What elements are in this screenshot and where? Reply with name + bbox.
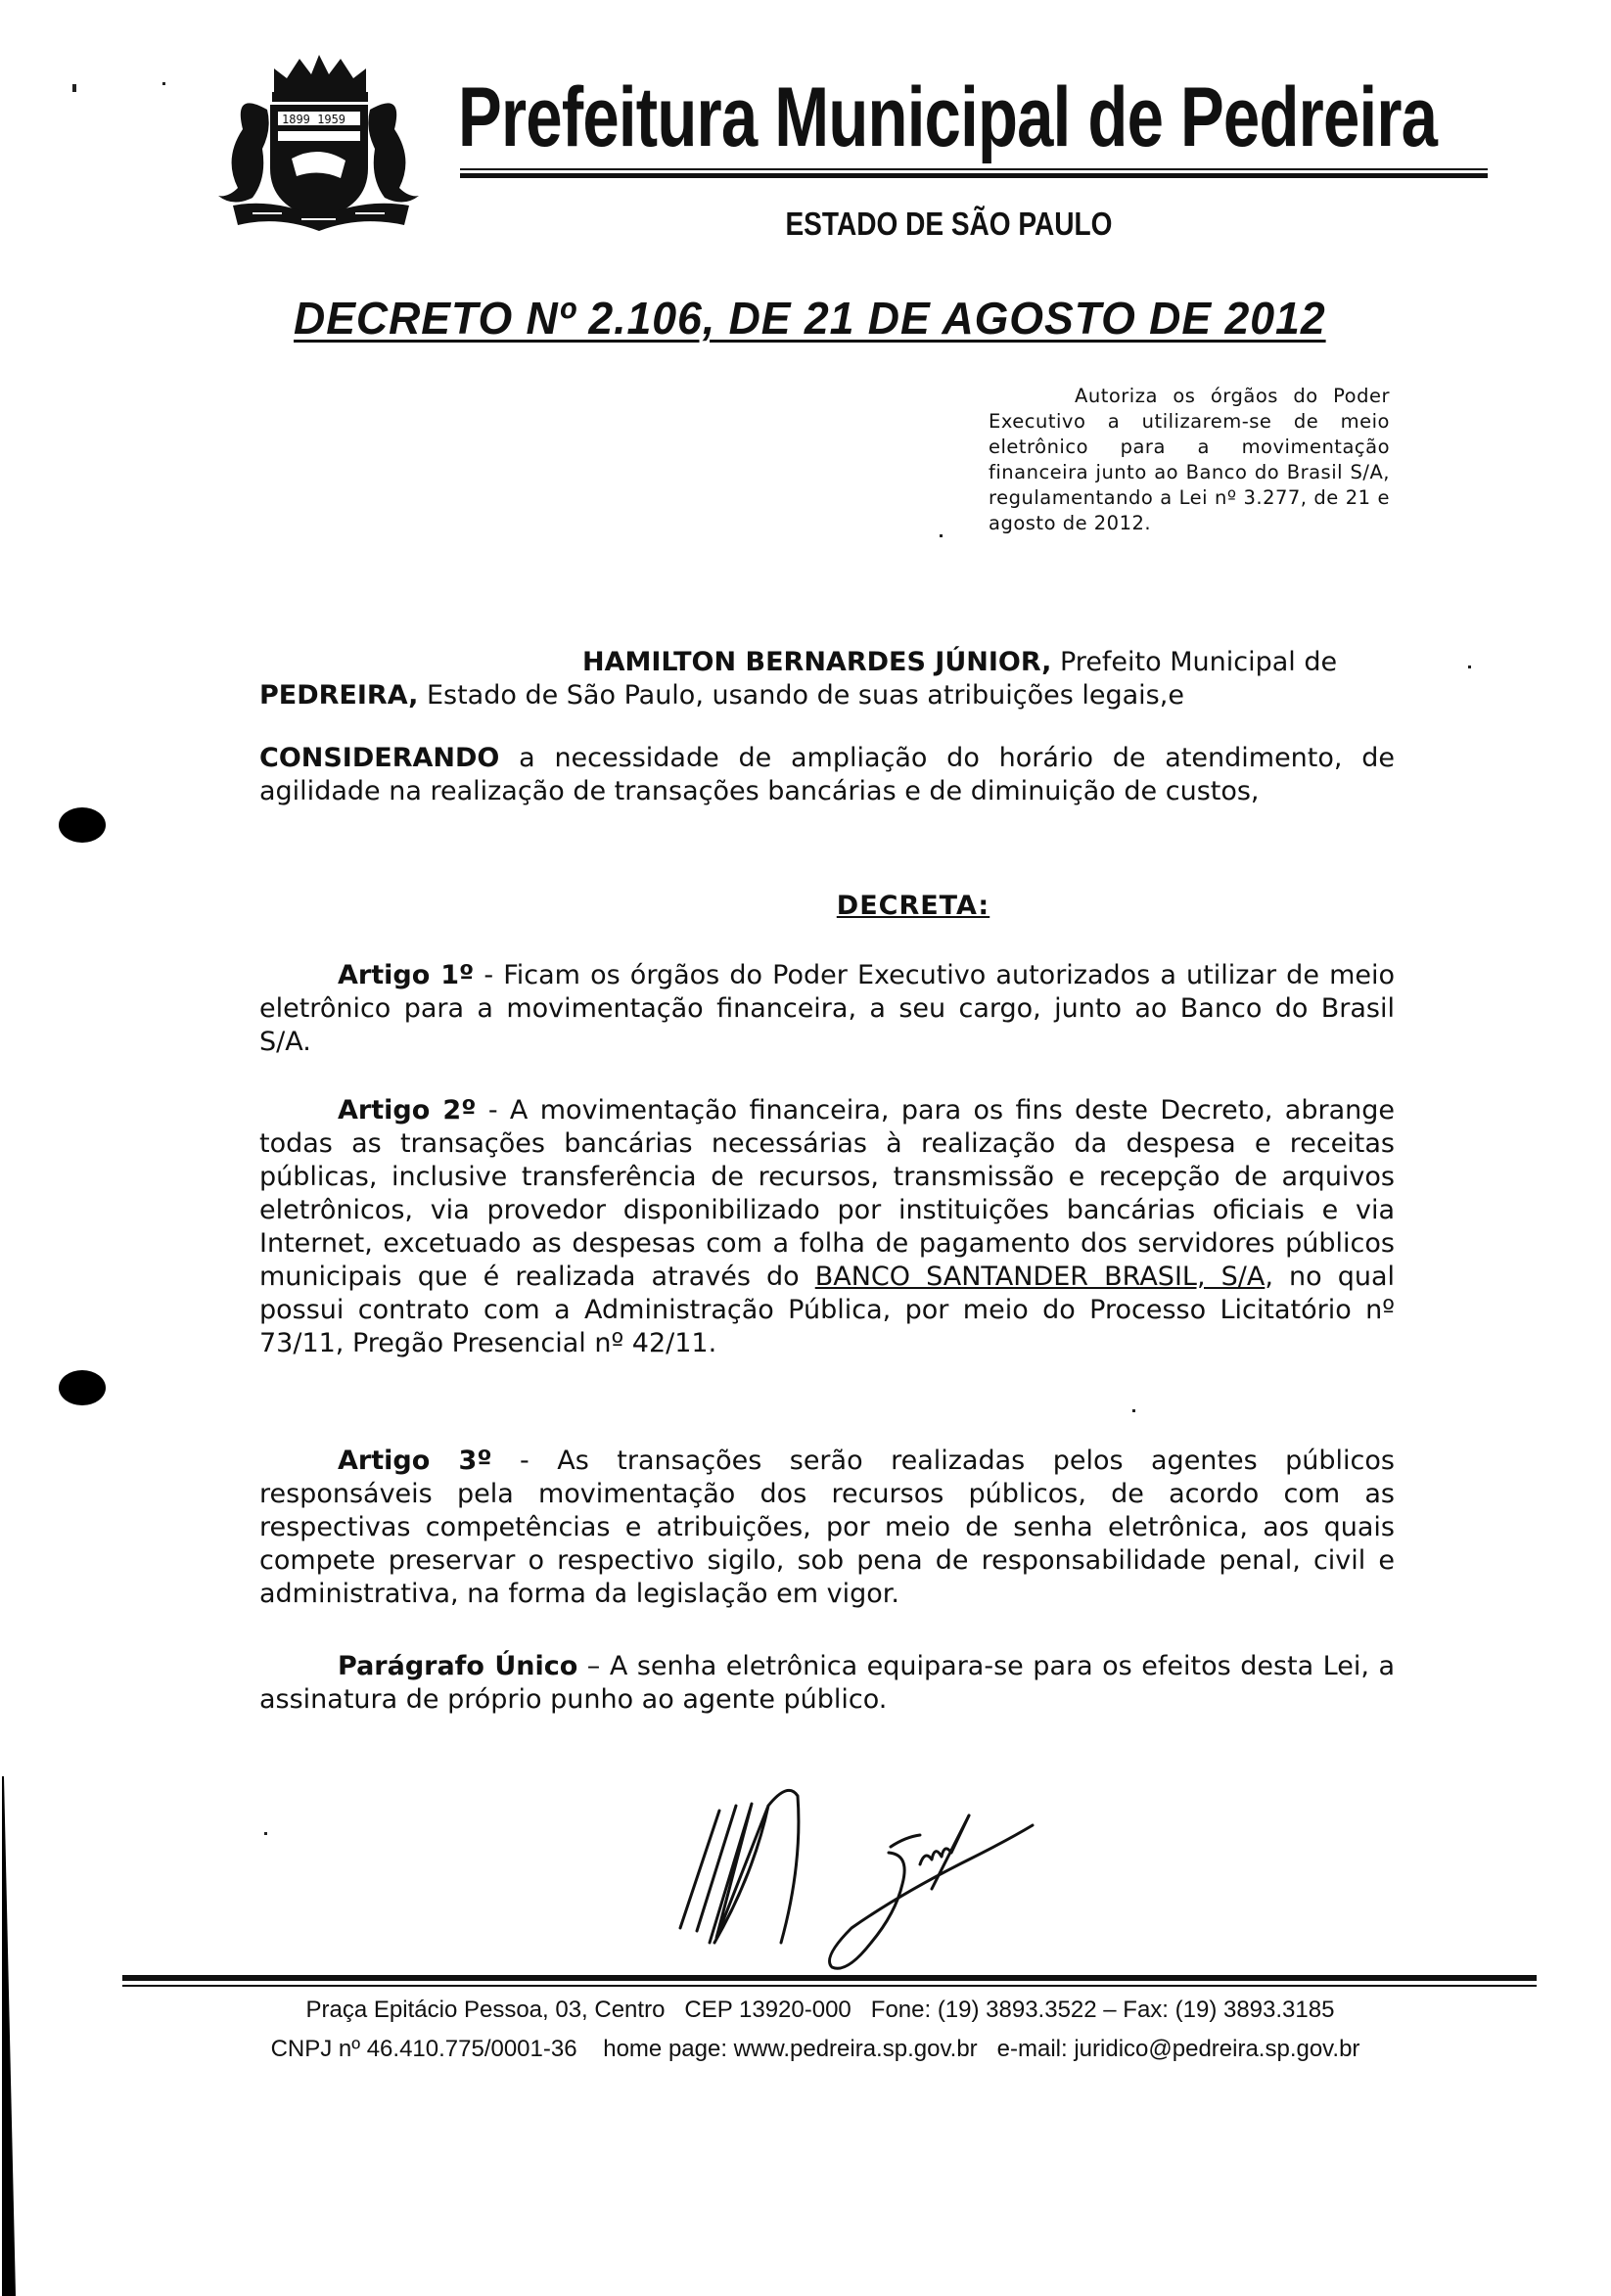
handwritten-signature (675, 1767, 1067, 1977)
organization-title: Prefeitura Municipal de Pedreira (458, 70, 1438, 164)
paragrafo-unico-label: Parágrafo Único (338, 1651, 578, 1681)
header-divider-thin (460, 168, 1488, 170)
scan-speck (72, 84, 76, 92)
article-3-label: Artigo 3º (338, 1446, 492, 1476)
footer-address: Praça Epitácio Pessoa, 03, Centro CEP 13920-000 Fone: (19) 3893.3522 – Fax: (19) 3893.3185 (305, 1997, 1335, 2023)
article-3-text: - As transações serão realizadas pelos agentes públicos responsáveis pela movimentação dos recursos públicos, de acordo com as respectivas competências e atribuições, por meio de senha eletrônica, aos quais compete preservar o respectivo sigilo, sob pena de responsabilidade penal, civil e administrativa, na forma da legislação em vigor. (259, 1446, 1395, 1609)
footer-divider-thin (122, 1985, 1537, 1987)
paragrafo-unico-text: – A senha eletrônica equipara-se para os efeitos desta Lei, a assinatura de próprio punho ao agente público. (259, 1651, 1395, 1715)
article-2-text-after: , no qual possui contrato com a Administração Pública, por meio do Processo Licitatório nº 73/11, Pregão Presencial nº 42/11. (259, 1262, 1395, 1358)
considerando-label: CONSIDERANDO (259, 743, 500, 773)
scan-speck (1468, 666, 1471, 668)
mayor-name: HAMILTON BERNARDES JÚNIOR, (582, 647, 1052, 677)
header-divider-thick (460, 173, 1488, 178)
punch-hole-mark (59, 807, 106, 843)
considerando-paragraph (259, 742, 1395, 808)
article-2-label: Artigo 2º (338, 1095, 477, 1125)
decreta-heading: DECRETA: (836, 891, 990, 921)
mayor-role: Prefeito Municipal de (1051, 647, 1338, 677)
article-1-text: - Ficam os órgãos do Poder Executivo autorizados a utilizar de meio eletrônico para a movimentação financeira, a seu cargo, junto ao Banco do Brasil S/A. (259, 960, 1395, 1057)
considerando-text: a necessidade de ampliação do horário de atendimento, de agilidade na realização de transações bancárias e de diminuição de custos, (259, 743, 1395, 806)
preamble-first-line (259, 646, 1395, 679)
article-1-label: Artigo 1º (338, 960, 475, 990)
scan-speck (1132, 1409, 1135, 1412)
article-2-text-before: - A movimentação financeira, para os fins deste Decreto, abrange todas as transações bancárias necessárias à realização da despesa e receitas públicas, inclusive transferência de recursos, transmissão e recepção de arquivos eletrônicos, via provedor disponibilizado por instituições bancárias oficiais e via Internet, excetuado as despesas com a folha de pagamento dos servidores públicos municipais que é realizada através do (259, 1095, 1395, 1292)
scan-speck (940, 534, 943, 537)
footer-contact: CNPJ nº 46.410.775/0001-36 home page: www.pedreira.sp.gov.br e-mail: juridico@pedreira.sp.gov.br (270, 2036, 1360, 2062)
decree-title: DECRETO Nº 2.106, DE 21 DE AGOSTO DE 2012 (294, 293, 1326, 344)
organization-state: ESTADO DE SÃO PAULO (785, 206, 1113, 242)
article-3 (259, 1445, 1395, 1611)
paragrafo-unico (259, 1650, 1395, 1717)
preamble (259, 646, 1395, 712)
preamble-rest: Estado de São Paulo, usando de suas atribuições legais,e (418, 680, 1184, 711)
city-name: PEDREIRA, (259, 680, 419, 711)
decree-summary: Autoriza os órgãos do Poder Executivo a utilizarem-se de meio eletrônico para a movimentação financeira junto ao Banco do Brasil S/A, regulamentando a Lei nº 3.277, de 21 e agosto de 2012. (989, 385, 1390, 534)
scan-edge-shadow (0, 1776, 18, 2296)
svg-text:1899 1959: 1899 1959 (282, 113, 346, 126)
scan-speck (264, 1832, 267, 1835)
article-1 (259, 959, 1395, 1059)
bank-name-underlined: BANCO SANTANDER BRASIL, S/A (814, 1262, 1266, 1292)
article-2 (259, 1094, 1395, 1360)
scan-speck (162, 82, 165, 85)
punch-hole-mark (59, 1370, 106, 1405)
footer-divider-thick (122, 1975, 1537, 1981)
